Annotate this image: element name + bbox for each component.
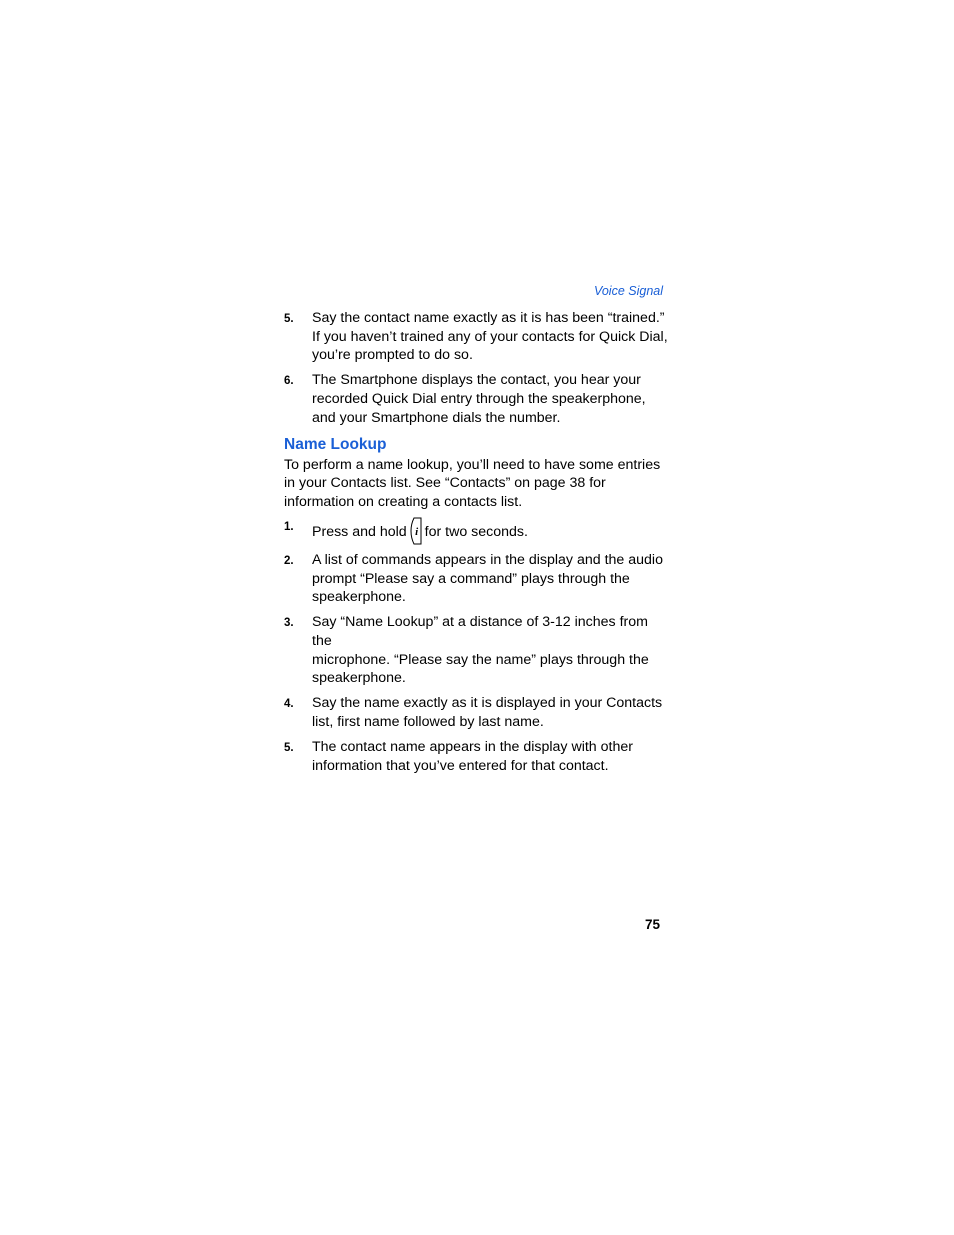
- step-number: 5.: [284, 313, 294, 325]
- step-number: 2.: [284, 554, 294, 567]
- step-number: 4.: [284, 698, 294, 711]
- page-number: 75: [644, 917, 660, 932]
- step-text-line: If you haven’t trained any of your contacts for Quick Dial,: [312, 328, 668, 345]
- running-header: Voice Signal: [593, 284, 663, 298]
- step-text-before: Press and hold: [312, 523, 407, 540]
- step-number: 1.: [284, 520, 294, 533]
- step-text-line: you’re prompted to do so.: [312, 347, 473, 364]
- step-number: 6.: [284, 375, 294, 388]
- list-item: [284, 309, 669, 365]
- step-text-line: [312, 517, 669, 545]
- step-text-line: Say the contact name exactly as it is has been “trained.”: [312, 310, 665, 326]
- intro-line: To perform a name lookup, you’ll need to have some entries: [284, 456, 661, 473]
- list-item: [284, 551, 669, 607]
- step-text-line: The Smartphone displays the contact, you hear your: [312, 372, 641, 389]
- voice-key-icon: [410, 517, 422, 545]
- step-text-line: Say the name exactly as it is displayed in your Contacts: [312, 695, 663, 712]
- page-content: [284, 309, 669, 776]
- list-item: [284, 517, 669, 545]
- list-item: [284, 694, 669, 731]
- list-item: [284, 371, 669, 427]
- step-text-line: The contact name appears in the display with other: [312, 739, 633, 756]
- step-text-line: microphone. “Please say the name” plays through the: [312, 651, 649, 668]
- intro-line: information on creating a contacts list.: [284, 493, 523, 510]
- step-text-line: and your Smartphone dials the number.: [312, 409, 561, 426]
- step-number: 3.: [284, 617, 294, 630]
- step-text-line: information that you’ve entered for that contact.: [312, 757, 609, 774]
- intro-line: in your Contacts list. See “Contacts” on page 38 for: [284, 475, 606, 492]
- step-text-after: for two seconds.: [424, 523, 528, 540]
- section-heading: Name Lookup: [284, 435, 387, 453]
- list-item: [284, 738, 669, 775]
- step-text-line: speakerphone.: [312, 589, 406, 606]
- step-text-line: A list of commands appears in the display and the audio: [312, 551, 663, 568]
- intro-paragraph: [284, 456, 669, 512]
- step-text-line: list, first name followed by last name.: [312, 714, 544, 731]
- step-number: 5.: [284, 742, 294, 755]
- step-text-line: Say “Name Lookup” at a distance of 3-12 inches from the: [312, 614, 648, 650]
- step-text-line: speakerphone.: [312, 670, 406, 687]
- list-item: [284, 613, 669, 688]
- step-text-line: prompt “Please say a command” plays through the: [312, 570, 630, 587]
- step-text-line: recorded Quick Dial entry through the speakerphone,: [312, 391, 646, 408]
- svg-text:i: i: [414, 525, 418, 538]
